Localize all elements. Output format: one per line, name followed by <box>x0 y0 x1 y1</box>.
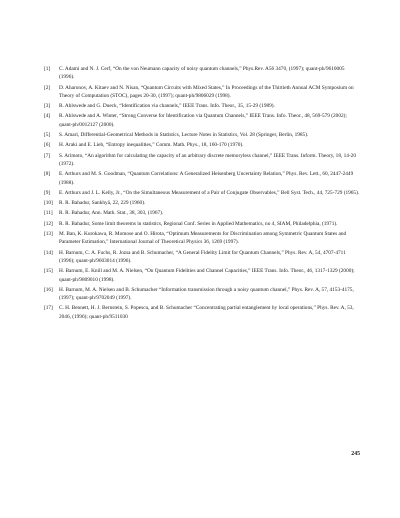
reference-text: R. R. Bahadur, Some limit theorems in statistics, Regional Conf. Series in Applied Mathematics, no 4, SIAM, Philadelphia, (1971). <box>59 220 338 227</box>
reference-number: [11] <box>44 210 53 217</box>
reference-item <box>44 65 360 82</box>
reference-number: [12] <box>44 220 53 227</box>
reference-number: [3] <box>44 103 51 110</box>
reference-number: [9] <box>44 189 51 196</box>
reference-item <box>44 286 360 303</box>
reference-text: R. Ahlswede and A. Winter, “Strong Converse for Identification via Quantum Channels,” IEEE Trans. Info. Theor., 48, 569-579 (2002); quant-ph/0012127 (2000). <box>59 113 347 128</box>
reference-text: E. Arthurs and M. S. Goodman, “Quantum Correlations: A Generalized Heisenberg Uncertainty Relation,” Phys. Rev. Lett., 60, 2447-2449 (1988). <box>59 171 354 186</box>
reference-item <box>44 220 360 228</box>
reference-item <box>44 209 360 217</box>
reference-item <box>44 102 360 110</box>
reference-text: H. Barnum, M. A. Nielsen and B. Schumacher “Information transmission through a noisy quantum channel,” Phys. Rev. A, 57, 4153-4175, (1997); quant-ph/9702049 (1997). <box>59 286 354 302</box>
reference-number: [14] <box>44 249 53 256</box>
reference-text: S. Arimoto, “An algorithm for calculating the capacity of an arbitrary discrete memoryless channel,” IEEE Trans. Inform. Theory, 18, 14-20 (1972). <box>59 152 356 167</box>
reference-text: M. Ban, K. Kurokawa, R. Momose and O. Hirota, “Optimum Measurements for Discrimination among Symmetric Quantum States and Parameter Estimation,” International Journal of Theoretical Physics 36, 1269 (1997). <box>59 231 347 246</box>
reference-number: [7] <box>44 152 51 159</box>
reference-list <box>44 65 360 323</box>
reference-item <box>44 304 360 321</box>
reference-text: R. R. Bahadur, Ann. Math. Stat., 38, 303, (1967). <box>59 210 164 217</box>
reference-item <box>44 112 360 129</box>
reference-item <box>44 230 360 247</box>
reference-number: [13] <box>44 231 53 238</box>
reference-item <box>44 199 360 207</box>
page-number: 245 <box>351 451 360 457</box>
reference-number: [15] <box>44 268 53 275</box>
reference-item <box>44 131 360 139</box>
reference-text: E. Arthurs and J. L. Kelly, Jr., “On the Simultaneous Measurement of a Pair of Conjugate Observables,” Bell Syst. Tech., 44, 725-729 (1965). <box>59 189 360 196</box>
reference-text: S. Amari, Differential-Geometrical Methods in Statistics, Lecture Notes in Statistics, Vol. 28 (Springer, Berlin, 1985). <box>59 132 309 139</box>
reference-text: D. Aharonov, A. Kitaev and N. Nisan, “Quantum Circuits with Mixed States,” In Proceedings of the Thirtieth Annual ACM Symposium on Theory of Computation (STOC), pages 20-30, (1997); quant-ph/9806029 (1998). <box>59 84 354 99</box>
reference-number: [1] <box>44 66 51 72</box>
reference-item <box>44 267 360 284</box>
reference-text: H. Barnum, C. A. Fuchs, R. Jozsa and B. Schumacher, “A General Fidelity Limit for Quantum Channels,” Phys. Rev. A, 54, 4707-4711 (1996); quant-ph/9603014 (1996). <box>59 249 346 264</box>
reference-number: [10] <box>44 200 53 207</box>
reference-item <box>44 84 360 101</box>
reference-item <box>44 249 360 266</box>
reference-text: R. R. Bahadur, Sankhyā, 22, 229 (1960). <box>59 200 146 207</box>
reference-number: [8] <box>44 171 51 178</box>
reference-text: H. Barnum, E. Knill and M. A. Nielsen, “On Quantum Fidelities and Channel Capacities,” IEEE Trans. Info. Theor., 46, 1317-1329 (2000); quant-ph/9809010 (1998). <box>59 268 355 283</box>
reference-number: [2] <box>44 84 51 91</box>
reference-number: [17] <box>44 305 53 312</box>
reference-number: [4] <box>44 113 51 120</box>
reference-text: C. H. Bennett, H. J. Bernstein, S. Popescu, and B. Schumacher “Concentrating partial entanglement by local operations,” Phys. Rev. A, 53, 2046, (1996); quant-ph/9511030 <box>59 305 354 320</box>
reference-number: [16] <box>44 286 53 293</box>
reference-text: R. Ahlswede and G. Dueck, “Identification via channels,” IEEE Trans. Info. Theor., 35, 15-29 (1989). <box>59 103 275 110</box>
reference-item <box>44 152 360 169</box>
reference-number: [6] <box>44 142 51 149</box>
reference-item <box>44 141 360 149</box>
reference-item <box>44 189 360 197</box>
reference-text: C. Adami and N. J. Cerf, “On the von Neumann capacity of noisy quantum channels,” Phys.Rev. A56 3470, (1997); quant-ph/9610005 (1996). <box>59 66 345 81</box>
reference-text: H. Araki and E. Lieb, “Entropy inequalities,” Comm. Math. Phys., 18, 160-170 (1970). <box>59 142 244 149</box>
reference-number: [5] <box>44 132 51 139</box>
reference-item <box>44 170 360 187</box>
